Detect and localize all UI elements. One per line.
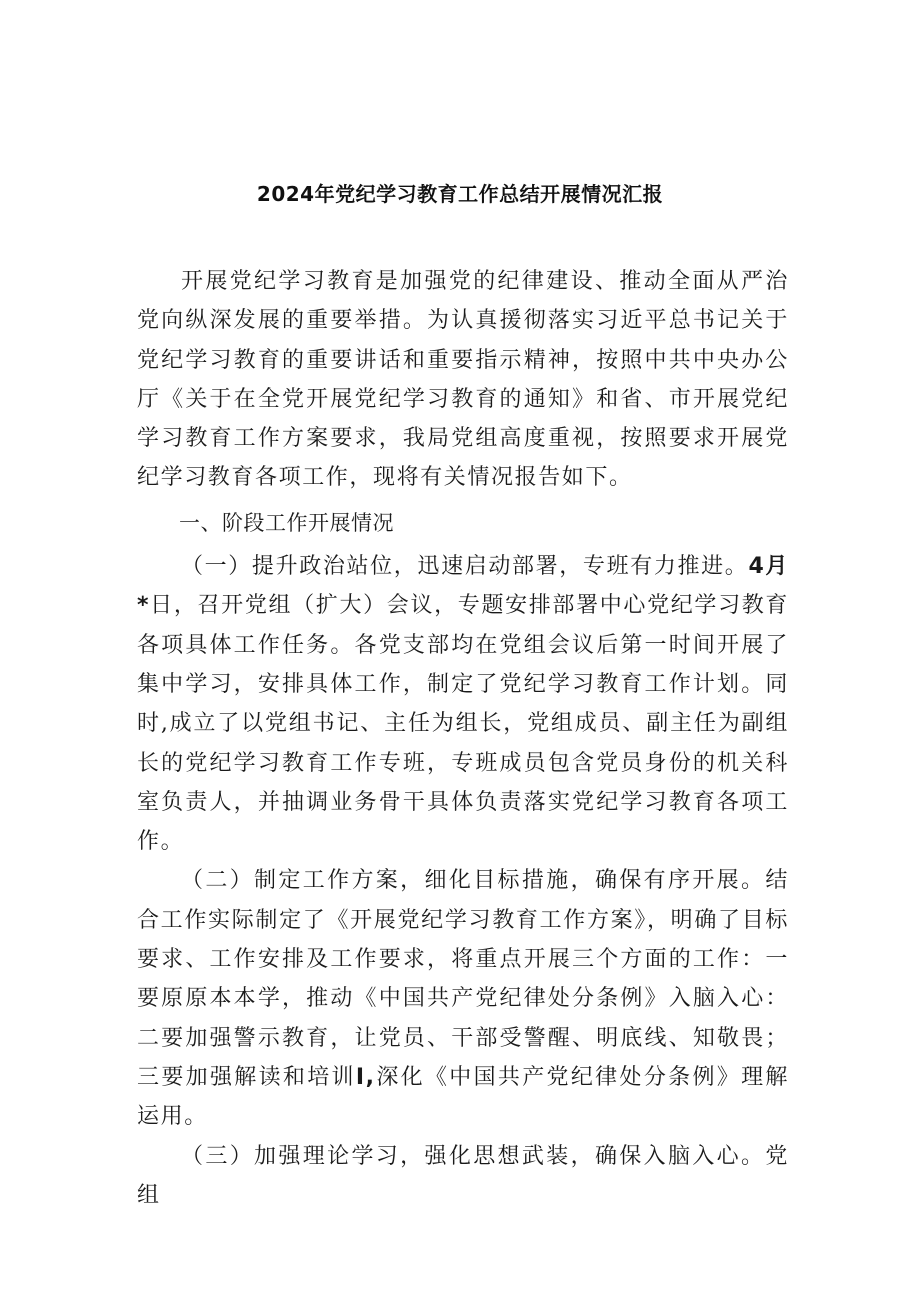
paragraph-one bbox=[137, 547, 789, 861]
paragraph-one-lead: （一）提升政治站位，迅速启动部署，专班有力推进。 bbox=[181, 554, 749, 580]
document-title: 2024年党纪学习教育工作总结开展情况汇报 bbox=[256, 182, 664, 206]
paragraph-one-body: 日，召开党组（扩大）会议，专题安排部署中心党纪学习教育各项具体工作任务。各党支部均在党组会议后第一时间开展了集中学习，安排具体工作，制定了党纪学习教育工作计划。同时,成立了以党组书记、主任为组长，党组成员、副主任为副组长的党纪学习教育工作专班，专班成员包含党员身份的机关科室负责人，并抽调业务骨干具体负责落实党纪学习教育各项工作。 bbox=[137, 593, 789, 855]
intro-paragraph: 开展党纪学习教育是加强党的纪律建设、推动全面从严治党向纵深发展的重要举措。为认真援彻落实习近平总书记关于党纪学习教育的重要讲话和重要指示精神，按照中共中央办公厅《关于在全党开展党纪学习教育的通知》和省、市开展党纪学习教育工作方案要求，我局党组高度重视，按照要求开展党纪学习教育各项工作，现将有关情况报告如下。 bbox=[137, 269, 789, 491]
paragraph-two bbox=[137, 861, 789, 1136]
paragraph-two-mark: I, bbox=[355, 1064, 376, 1090]
section-heading: 一、阶段工作开展情况 bbox=[179, 510, 394, 535]
paragraph-three: （三）加强理论学习，强化思想武装，确保入脑入心。党组 bbox=[137, 1143, 789, 1208]
paragraph-two-part-one: （二）制定工作方案，细化目标措施，确保有序开展。结合工作实际制定了《开展党纪学习教育工作方案》，明确了目标要求、工作安排及工作要求，将重点开展三个方面的工作：一要原原本本学，推动《中国共产党纪律处分条例》入脑入心：二要加强警示教育，让党员、干部受警醒、明底线、知敬畏；三要加强解读和培训 bbox=[137, 868, 789, 1090]
paragraph-one-date: 4月* bbox=[137, 554, 789, 619]
paragraph-two-part-two: 深化《中国共产党纪律处分条例》理解运用。 bbox=[137, 1064, 789, 1130]
document-body bbox=[137, 262, 789, 1215]
